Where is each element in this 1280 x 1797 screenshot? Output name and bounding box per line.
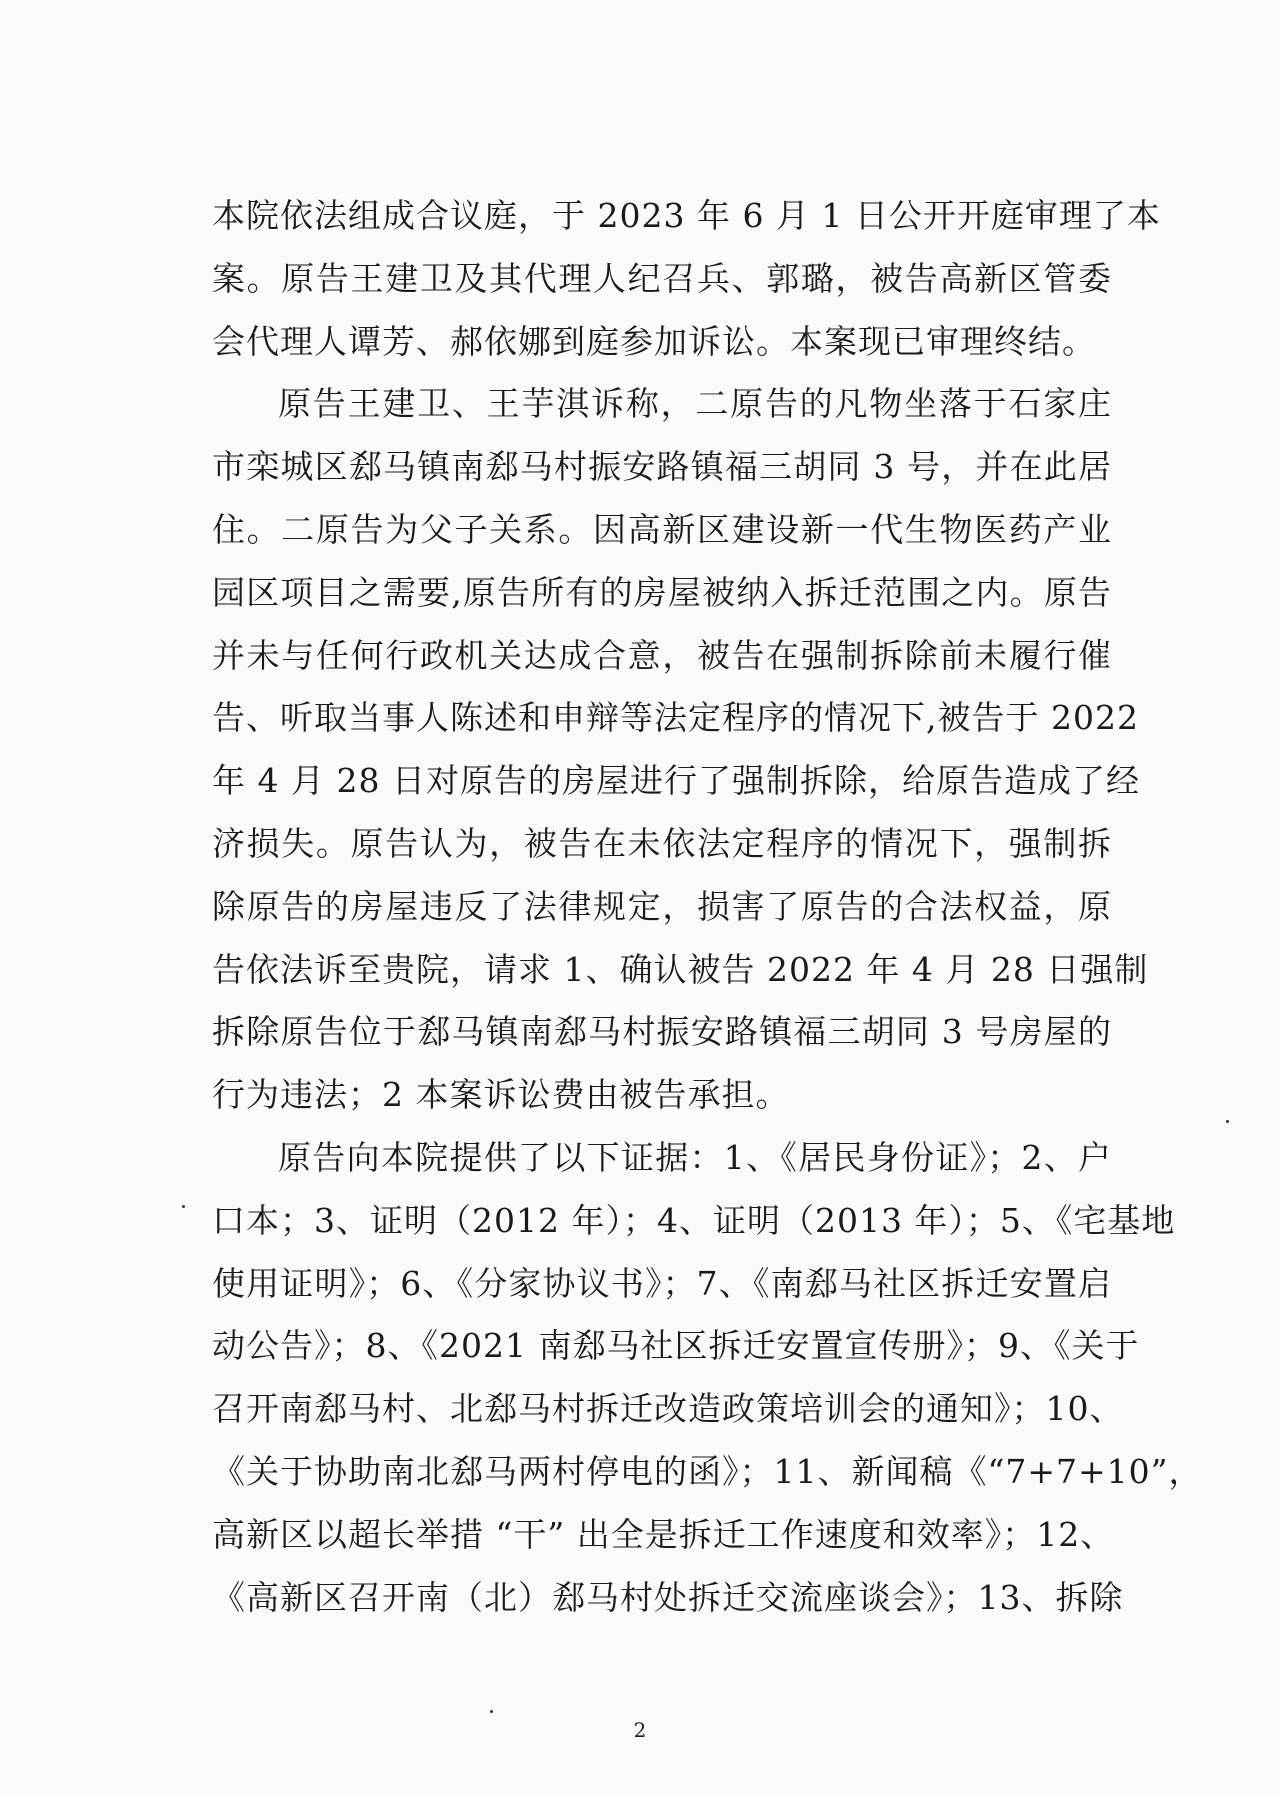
text-line: 使用证明》；6、《分家协议书》；7、《南郄马社区拆迁安置启 <box>212 1263 1112 1303</box>
text-line: 市栾城区郄马镇南郄马村振安路镇福三胡同 3 号，并在此居 <box>212 447 1112 487</box>
text-line: 原告王建卫、王芋淇诉称，二原告的凡物坐落于石家庄 <box>278 384 1112 424</box>
scan-speck <box>490 1710 493 1713</box>
text-line: 并未与任何行政机关达成合意，被告在强制拆除前未履行催 <box>212 635 1112 675</box>
scan-speck <box>1226 1120 1229 1123</box>
text-line: 住。二原告为父子关系。因高新区建设新一代生物医药产业 <box>212 509 1112 549</box>
body-text <box>212 185 1203 1629</box>
text-line: 行为违法；2 本案诉讼费由被告承担。 <box>212 1075 790 1115</box>
text-line: 年 4 月 28 日对原告的房屋进行了强制拆除，给原告造成了经 <box>212 761 1140 801</box>
text-line: 园区项目之需要,原告所有的房屋被纳入拆迁范围之内。原告 <box>212 572 1112 612</box>
text-line: 召开南郄马村、北郄马村拆迁改造政策培训会的通知》；10、 <box>212 1389 1124 1429</box>
text-line: 告依法诉至贵院，请求 1、确认被告 2022 年 4 月 28 日强制 <box>212 949 1149 989</box>
text-line: 《高新区召开南（北）郄马村处拆迁交流座谈会》；13、拆除 <box>212 1577 1124 1617</box>
text-line: 口本；3、证明（2012 年）；4、证明（2013 年）；5、《宅基地 <box>212 1200 1176 1240</box>
text-line: 动公告》；8、《2021 南郄马社区拆迁安置宣传册》；9、《关于 <box>212 1326 1140 1366</box>
text-line: 《关于协助南北郄马两村停电的函》；11、新闻稿《“7+7+10”， <box>212 1451 1203 1491</box>
text-line: 告、听取当事人陈述和申辩等法定程序的情况下,被告于 2022 <box>212 698 1139 738</box>
text-line: 案。原告王建卫及其代理人纪召兵、郭璐，被告高新区管委 <box>212 258 1112 298</box>
text-line: 本院依法组成合议庭，于 2023 年 6 月 1 日公开开庭审理了本 <box>212 196 1161 235</box>
text-line: 除原告的房屋违反了法律规定，损害了原告的合法权益，原 <box>212 886 1112 926</box>
text-line: 原告向本院提供了以下证据：1、《居民身份证》；2、户 <box>278 1137 1112 1177</box>
text-line: 济损失。原告认为，被告在未依法定程序的情况下，强制拆 <box>212 823 1112 863</box>
scan-speck <box>182 1205 185 1208</box>
text-line: 会代理人谭芳、郝依娜到庭参加诉讼。本案现已审理终结。 <box>212 321 1096 361</box>
page-number: 2 <box>633 1718 647 1742</box>
text-line: 拆除原告位于郄马镇南郄马村振安路镇福三胡同 3 号房屋的 <box>212 1012 1112 1052</box>
text-line: 高新区以超长举措 “干” 出全是拆迁工作速度和效率》；12、 <box>212 1514 1115 1554</box>
